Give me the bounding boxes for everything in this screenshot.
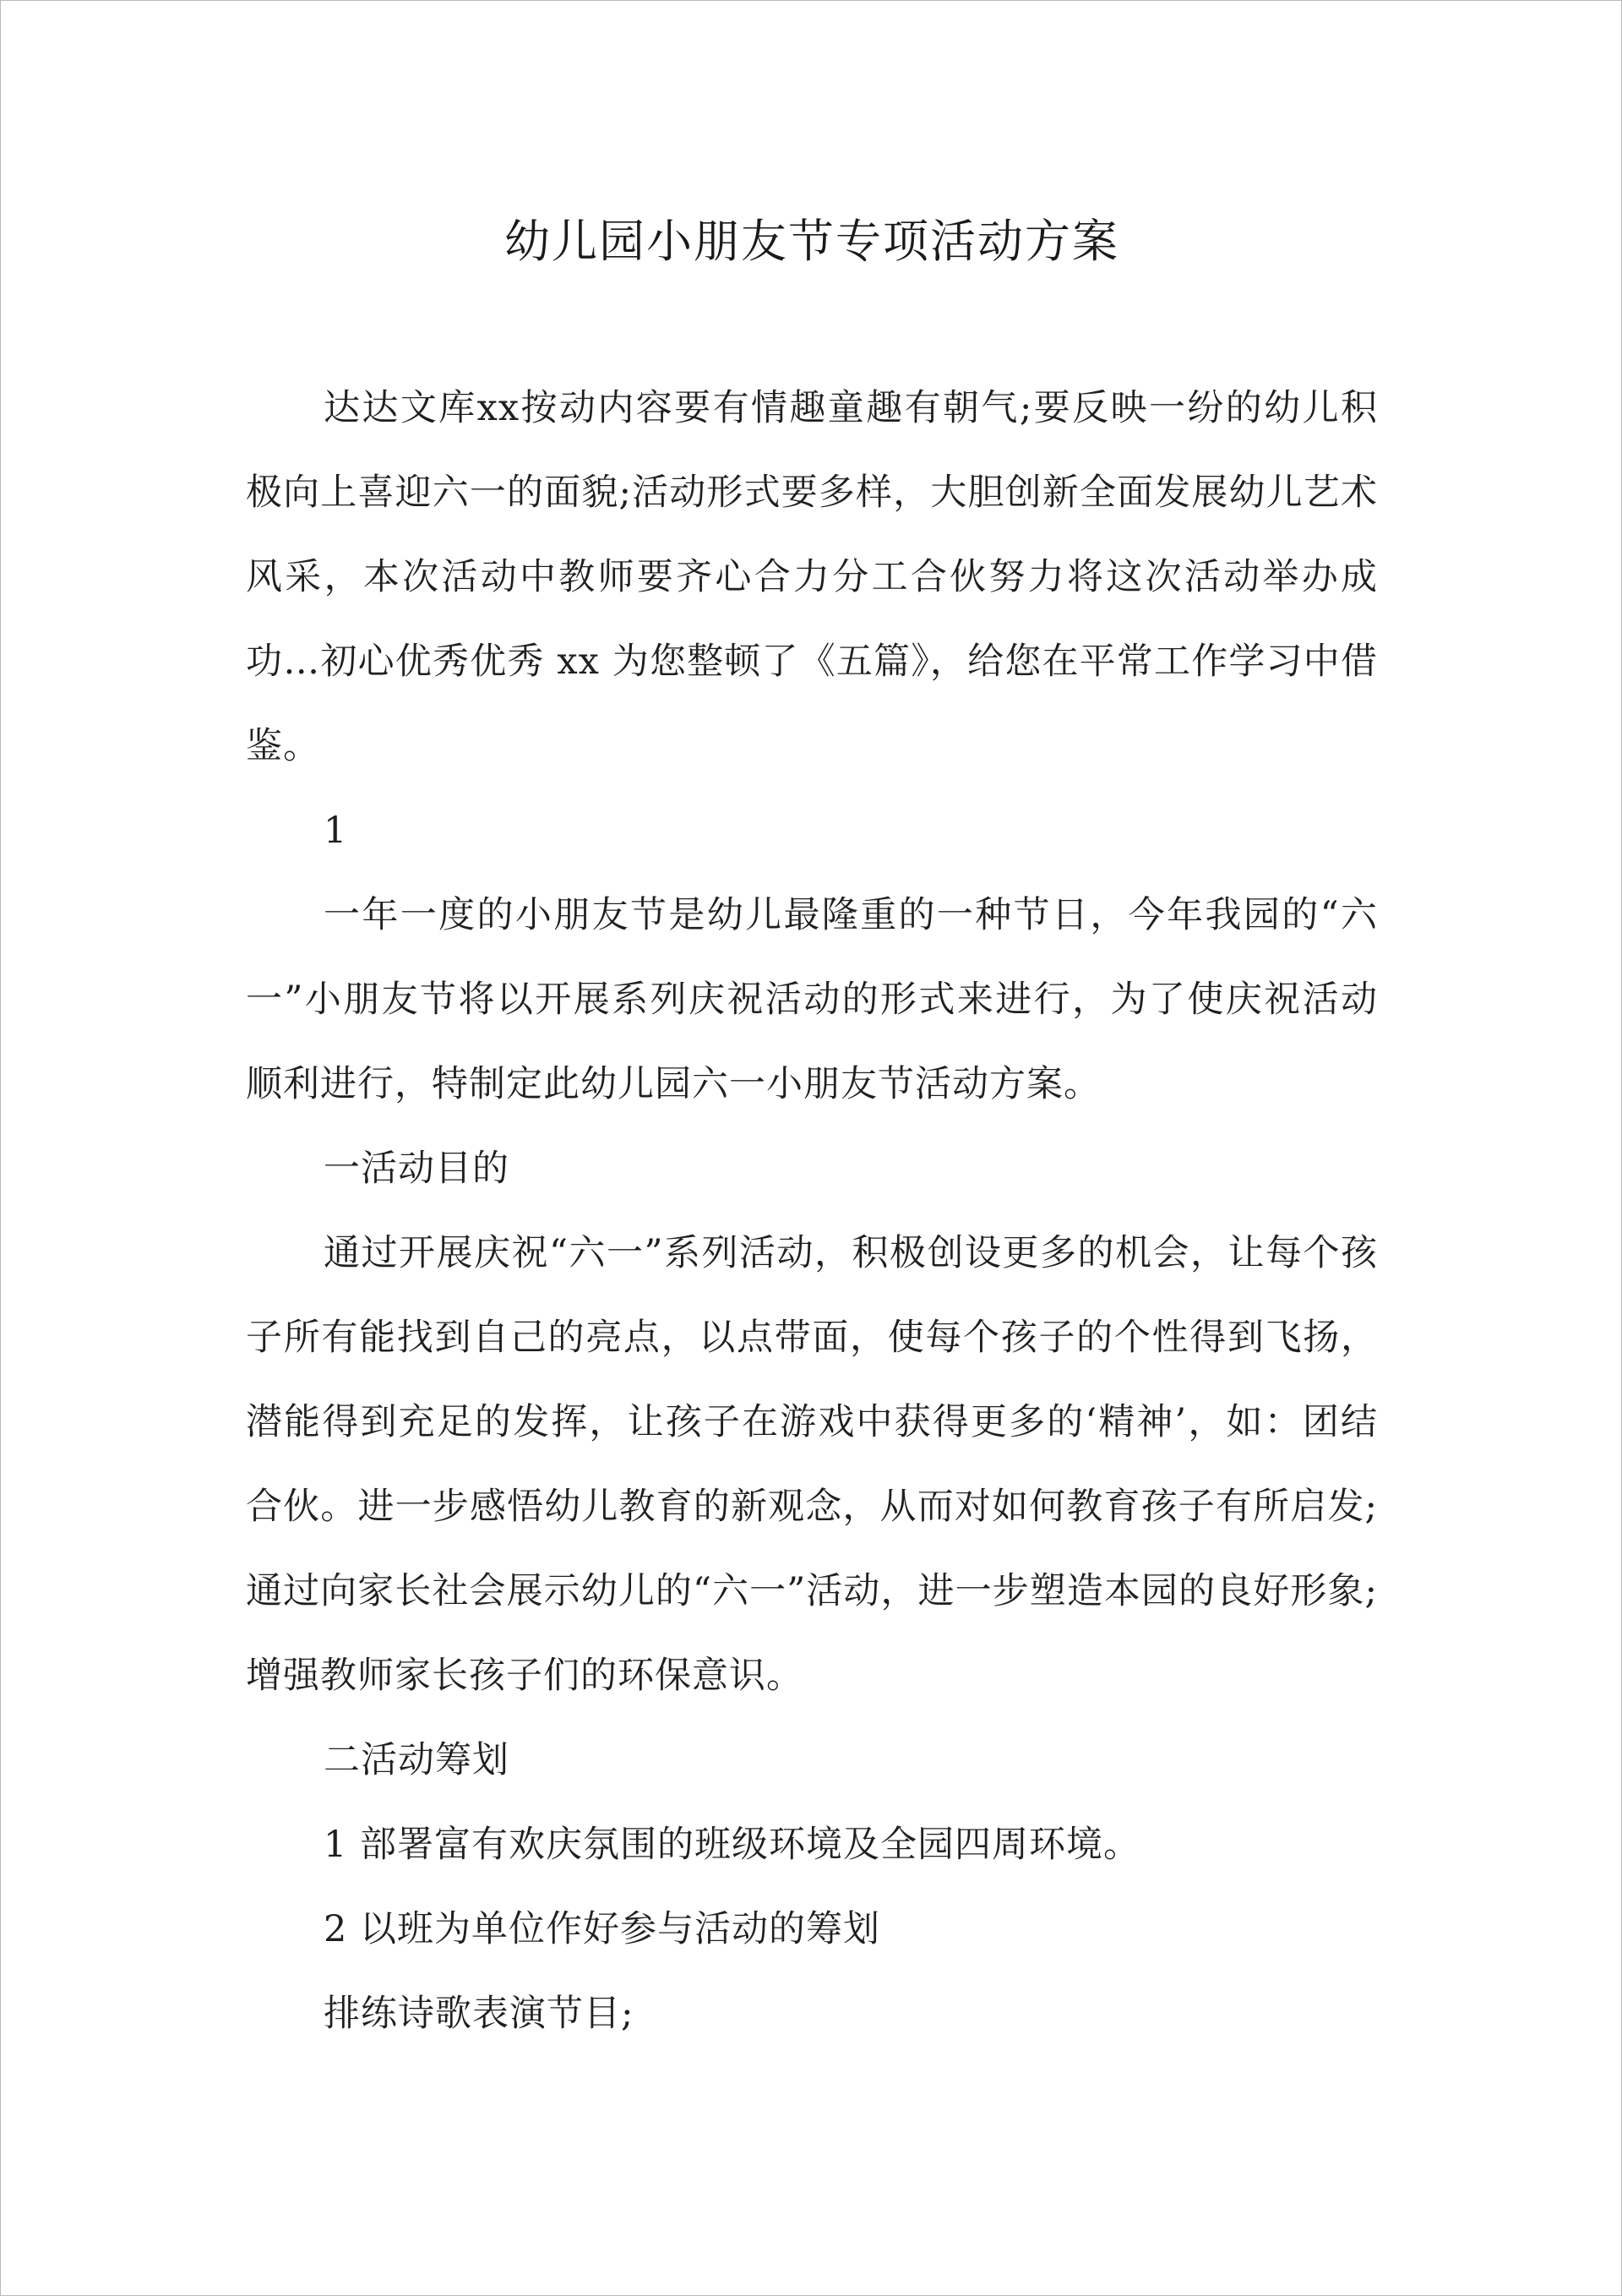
planning-item-1: 1 部署富有欢庆氛围的班级环境及全园四周环境。 [324, 1824, 1141, 1866]
purpose-paragraph: 通过开展庆祝“六一”系列活动，积极创设更多的机会，让每个孩子所有能找到自己的亮点，以点带面，使每个孩子的个性得到飞扬，潜能得到充足的发挥，让孩子在游戏中获得更多的‘精神’，如：团结合伙。进一步感悟幼儿教育的新观念，从而对如何教育孩子有所启发;通过向家长社会展示幼儿的“六一”活动，进一步塑造本园的良好形象;增强教师家长孩子们的环保意识。 [246, 1232, 1378, 1697]
intro-paragraph: 达达文库xx按动内容要有情趣童趣有朝气;要反映一纷的幼儿积极向上喜迎六一的面貌;活动形式要多样，大胆创新全面发展幼儿艺术风采，本次活动中教师要齐心合力分工合伙努力将这次活动举办成功…初心优秀优秀 xx 为您整顿了《五篇》，给您在平常工作学习中借鉴。 [246, 387, 1378, 767]
document-title: 幼儿园小朋友节专项活动方案 [504, 215, 1119, 268]
section-number: 1 [324, 810, 348, 852]
heading-activity-purpose: 一活动目的 [324, 1148, 509, 1190]
background-paragraph: 一年一度的小朋友节是幼儿最隆重的一种节日，今年我园的“六一”小朋友节将以开展系列庆祝活动的形式来进行，为了使庆祝活动顺利进行，特制定此幼儿园六一小朋友节活动方案。 [246, 894, 1378, 1105]
document-body [246, 366, 1378, 2056]
planning-sub-item: 排练诗歌表演节目; [324, 1993, 634, 2035]
heading-activity-planning: 二活动筹划 [324, 1739, 509, 1781]
planning-item-2: 2 以班为单位作好参与活动的筹划 [324, 1908, 881, 1950]
